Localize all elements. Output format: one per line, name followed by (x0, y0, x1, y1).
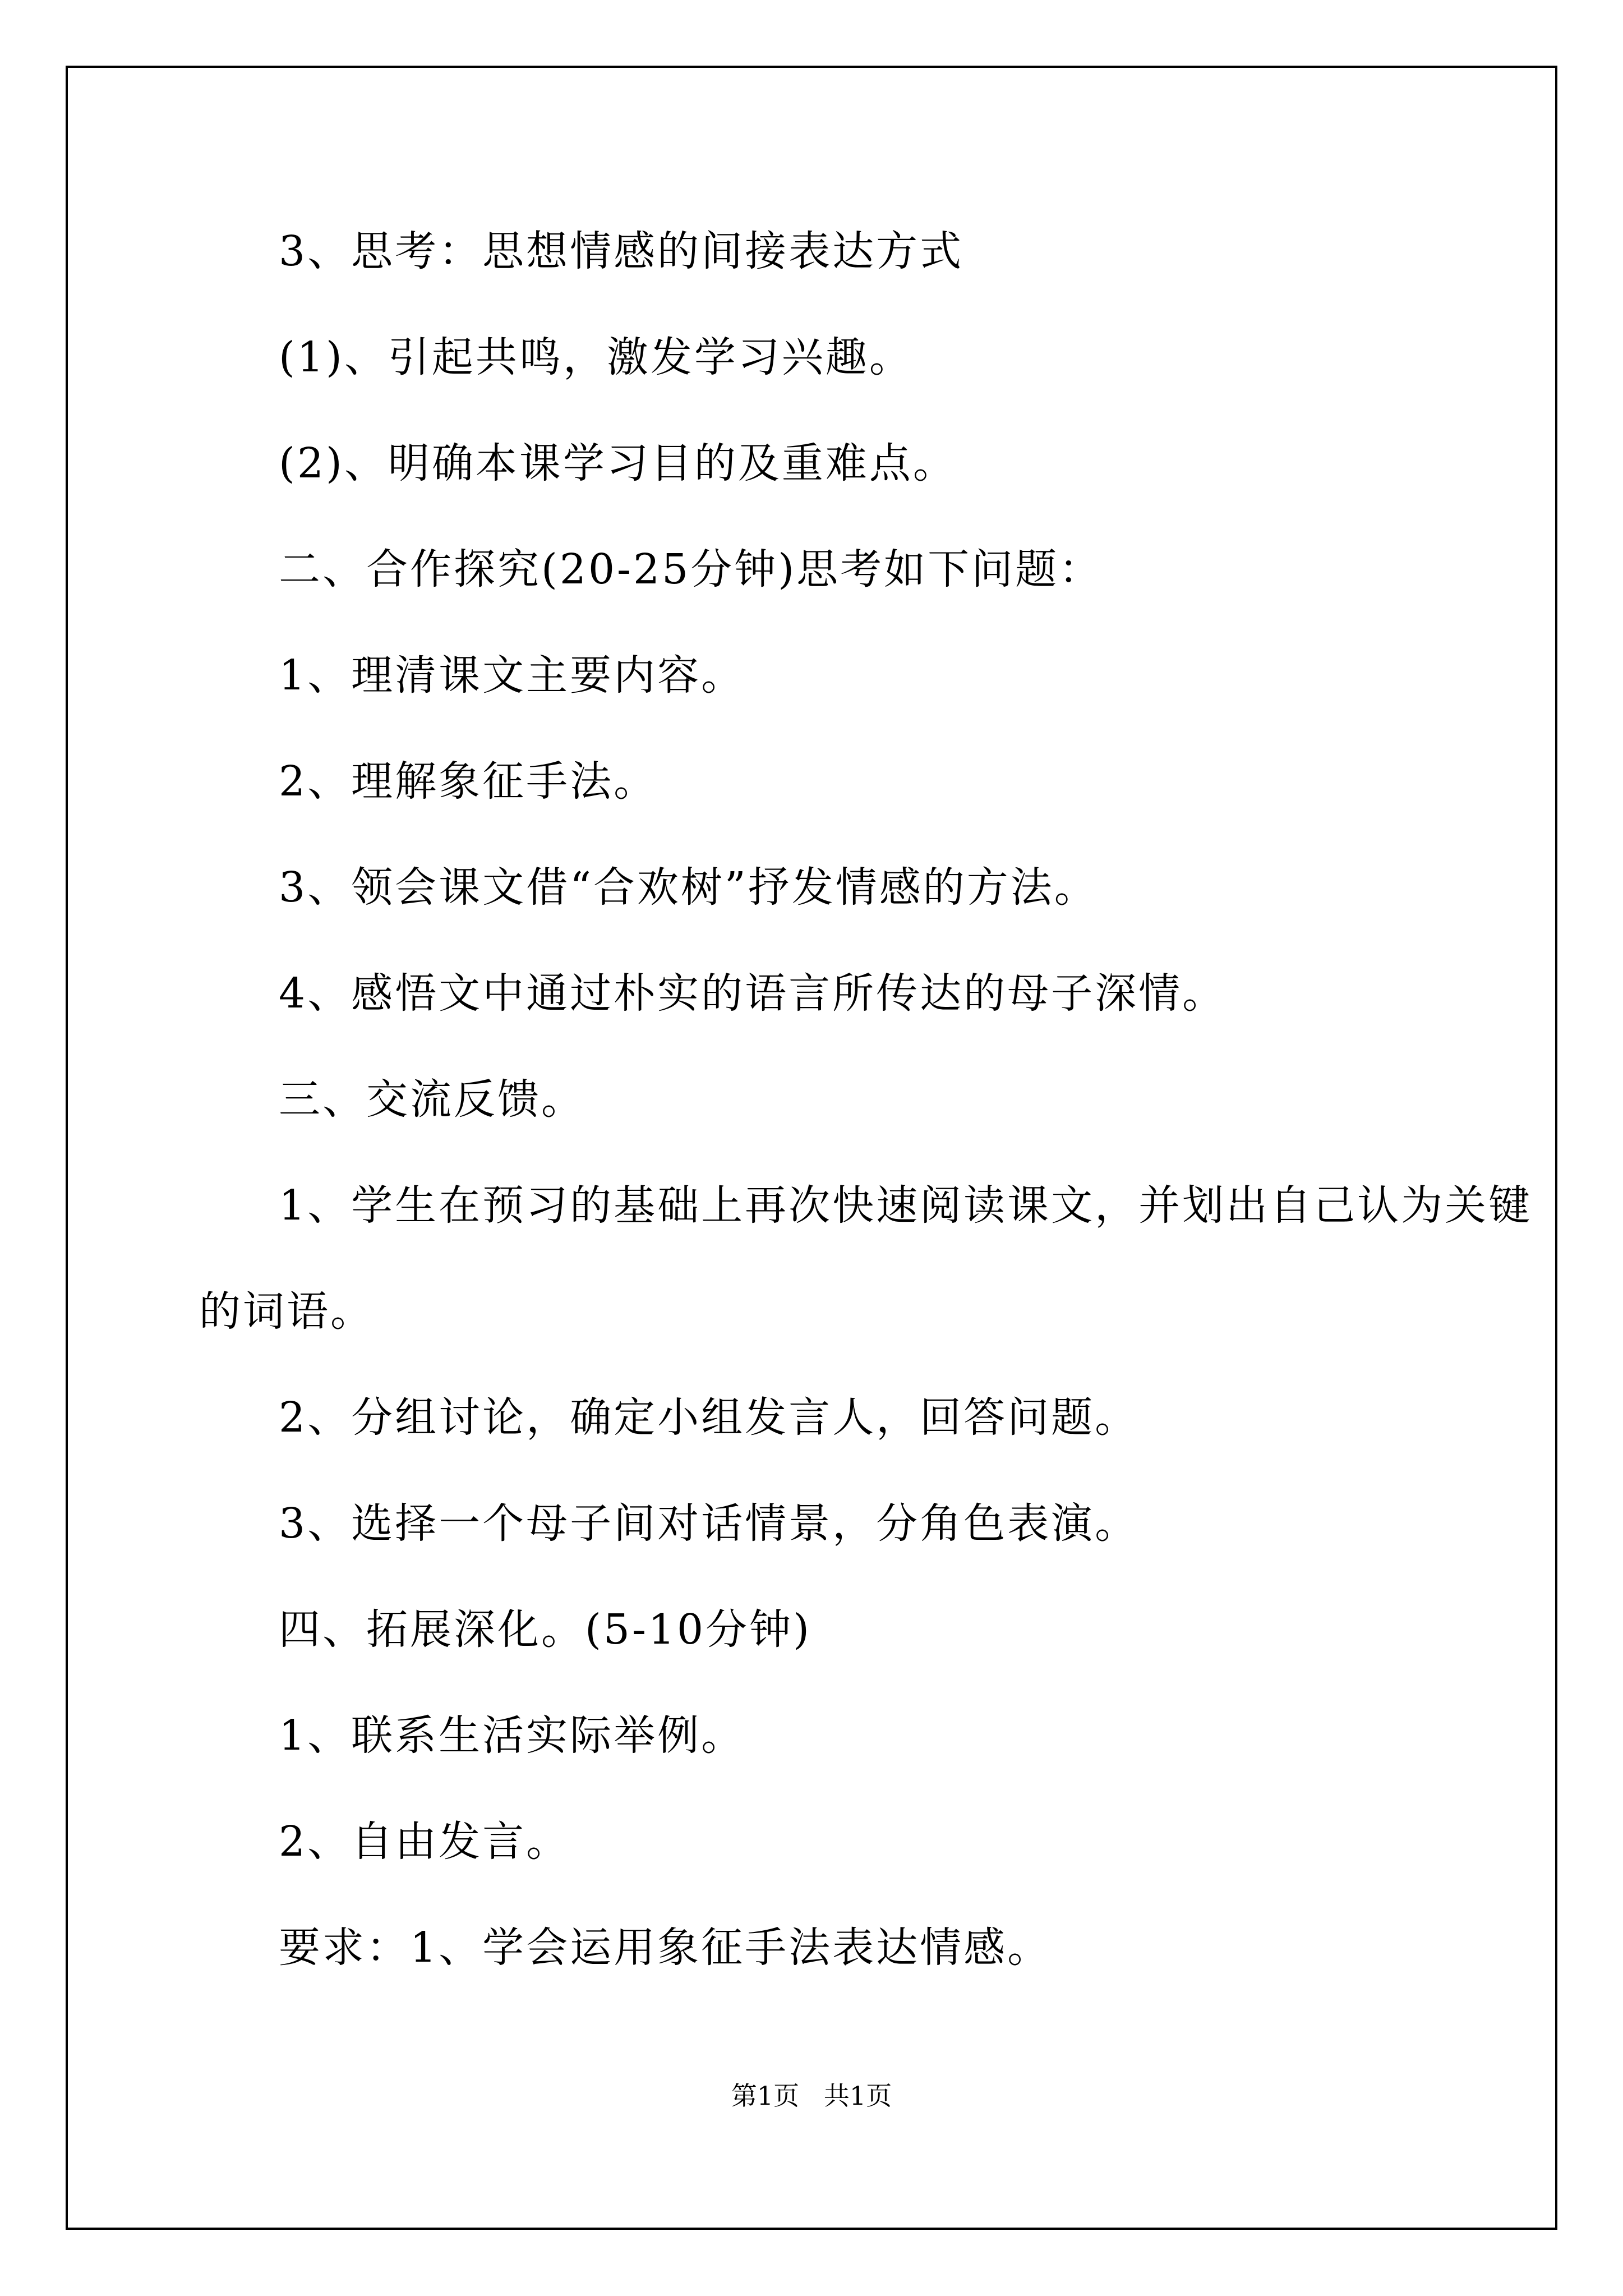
text-line: 三、交流反馈。 (279, 1075, 585, 1124)
text-line: 四、拓展深化。(5-10分钟) (279, 1605, 811, 1654)
text-line: 4、感悟文中通过朴实的语言所传达的母子深情。 (279, 969, 1227, 1018)
text-line: (1)、引起共鸣，激发学习兴趣。 (279, 333, 913, 381)
text-line: 3、领会课文借“合欢树”抒发情感的方法。 (279, 863, 1098, 912)
text-line: 要求：1、学会运用象征手法表达情感。 (279, 1924, 1052, 1972)
text-line: 的词语。 (199, 1287, 374, 1336)
text-line: 2、分组讨论，确定小组发言人，回答问题。 (279, 1393, 1139, 1442)
text-line: 3、思考：思想情感的间接表达方式 (279, 227, 964, 275)
text-line: 2、自由发言。 (279, 1818, 570, 1866)
text-line: 3、选择一个母子间对话情景，分角色表演。 (279, 1499, 1139, 1548)
page-border (66, 66, 1557, 2230)
text-line: 1、联系生活实际举例。 (279, 1711, 745, 1760)
text-line: 1、学生在预习的基础上再次快速阅读课文，并划出自己认为关键 (279, 1181, 1533, 1230)
text-line: 1、理清课文主要内容。 (279, 651, 745, 700)
page-footer: 第1页 共1页 (731, 2081, 892, 2111)
text-line: 2、理解象征手法。 (279, 757, 658, 806)
text-line: (2)、明确本课学习目的及重难点。 (279, 439, 957, 487)
text-line: 二、合作探究(20-25分钟)思考如下问题： (279, 545, 1103, 593)
